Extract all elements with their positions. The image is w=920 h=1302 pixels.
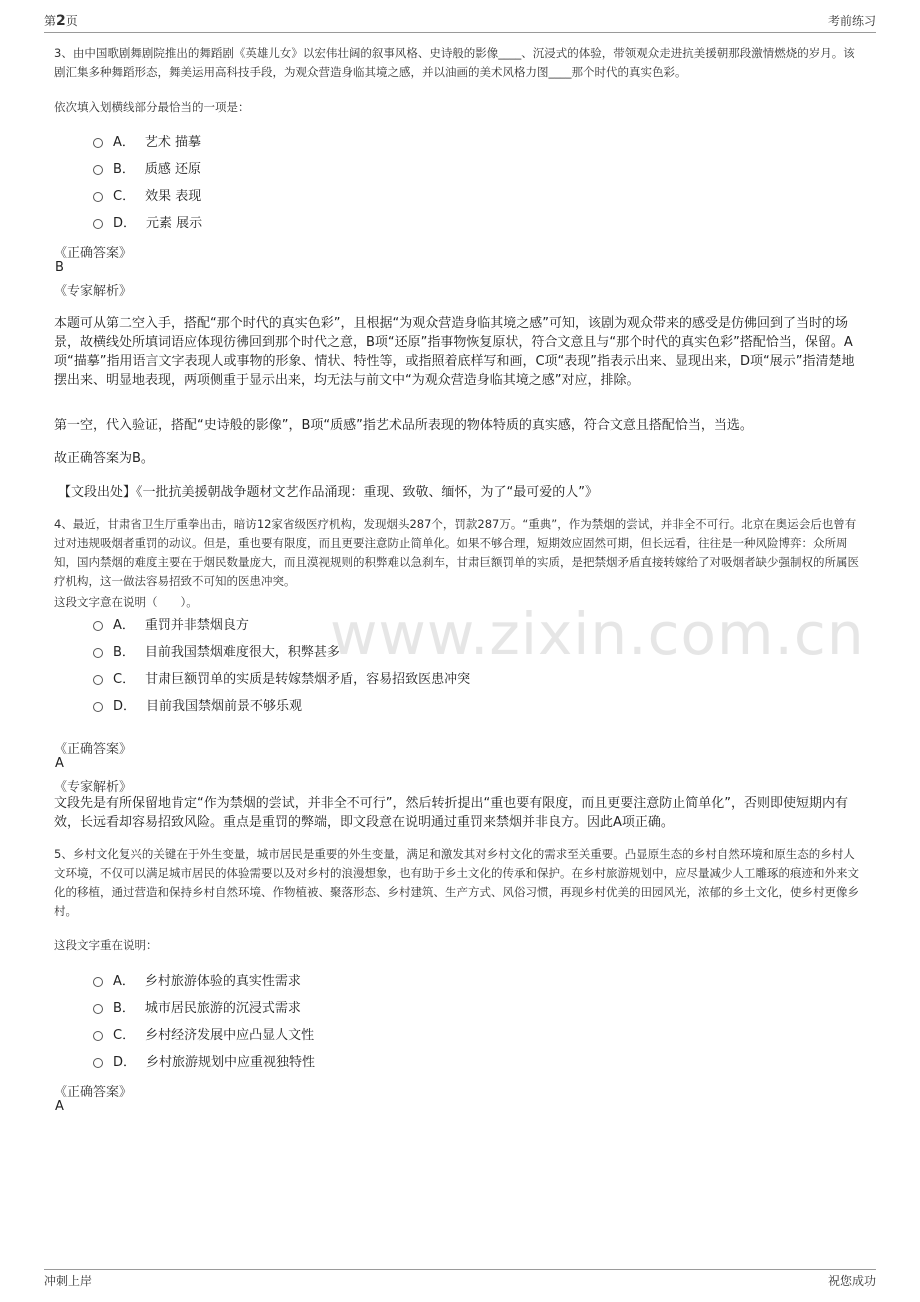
analysis-paragraph: 文段先是有所保留地肯定“作为禁烟的尝试，并非全不可行”，然后转折提出“重也要有限度，而且更要注意防止简单化”，否则即使短期内有效，长远看却容易招致风险。重点是重罚的弊端，即文段意在说明通过重罚来禁烟并非良方。因此A项正确。: [54, 796, 848, 830]
answer-value: A: [55, 756, 64, 771]
option-a[interactable]: A． 重罚并非禁烟良方: [93, 610, 470, 637]
option-b[interactable]: B． 城市居民旅游的沉浸式需求: [93, 993, 315, 1020]
option-c[interactable]: C． 甘肃巨额罚单的实质是转嫁禁烟矛盾，容易招致医患冲突: [93, 664, 470, 691]
option-c[interactable]: C． 乡村经济发展中应凸显人文性: [93, 1020, 315, 1047]
radio-icon[interactable]: [93, 1058, 103, 1068]
analysis-paragraph: 本题可从第二空入手，搭配“那个时代的真实色彩”，且根据“为观众营造身临其境之感”可知，该剧为观众带来的感受是仿佛回到了当时的场景，故横线处所填词语应体现彷彿回到那个时代之意，B项“还原”指事物恢复原状，符合文意且与“那个时代的真实色彩”搭配恰当，保留。A项“描摹”指用语言文字表现人或事物的形象、情状、特性等，或指照着底样写和画，C项“表现”指表示出来、显现出来，D项“展示”指清楚地摆出来、明显地表现，两项侧重于显示出来，均无法与前文中“为观众营造身临其境之感”对应，排除。: [54, 316, 855, 388]
option-c[interactable]: C． 效果 表现: [93, 181, 202, 208]
answer-value: B: [55, 260, 64, 275]
analysis-paragraph: 故正确答案为B。: [54, 451, 154, 466]
question-4-text: 4、最近，甘肃省卫生厅重拳出击，暗访12家省级医疗机构，发现烟头287个，罚款287万。“重典”，作为禁烟的尝试，并非全不可行。北京在奥运会后也曾有过对违规吸烟者重罚的动议。但是，重也要有限度，而且更要注意防止简单化。如果不够合理，短期效应固然可期，但长远看，往往是一种风险博弈：众所周知，国内禁烟的难度主要在于烟民数量庞大，而且漠视规则的积弊难以急刹车，甘肃巨额罚单的实质，是把禁烟矛盾直接转嫁给了对吸烟者缺少强制权的所属医疗机构，这一做法容易招致不可知的医患冲突。: [54, 517, 859, 588]
radio-icon[interactable]: [93, 138, 103, 148]
option-d[interactable]: D． 目前我国禁烟前景不够乐观: [93, 691, 470, 718]
page-footer: [44, 1269, 876, 1294]
radio-icon[interactable]: [93, 192, 103, 202]
option-b[interactable]: B． 质感 还原: [93, 154, 202, 181]
radio-icon[interactable]: [93, 977, 103, 987]
footer-right-text: 祝您成功: [827, 1274, 876, 1288]
header-title: 考前练习: [827, 14, 876, 28]
source-citation: 【文段出处】《一批抗美援朝战争题材文艺作品涌现：重现、致敬、缅怀，为了“最可爱的人”》: [58, 485, 598, 500]
analysis-label: 《专家解析》: [54, 284, 133, 299]
radio-icon[interactable]: [93, 621, 103, 631]
page-number: 第2页: [44, 13, 78, 29]
watermark: www.zixin.com.cn: [330, 600, 865, 668]
option-b[interactable]: B． 目前我国禁烟难度很大，积弊甚多: [93, 637, 470, 664]
radio-icon[interactable]: [93, 702, 103, 712]
footer-left-text: 冲刺上岸: [44, 1274, 93, 1288]
answer-label: 《正确答案》: [54, 1085, 133, 1100]
option-d[interactable]: D． 元素 展示: [93, 208, 202, 235]
question-3-options: [93, 127, 202, 235]
question-3-prompt: 依次填入划横线部分最恰当的一项是：: [54, 100, 250, 114]
question-5-text: 5、乡村文化复兴的关键在于外生变量，城市居民是重要的外生变量，满足和激发其对乡村文化的需求至关重要。凸显原生态的乡村自然环境和原生态的乡村人文环境，不仅可以满足城市居民的体验需要以及对乡村的浪漫想象，也有助于乡土文化的传承和保护。在乡村旅游规划中，应尽量减少人工雕琢的痕迹和外来文化的移植，通过营造和保持乡村自然环境、作物植被、聚落形态、乡村建筑、生产方式、风俗习惯，再现乡村优美的田园风光，浓郁的乡土文化，使乡村更像乡村。: [54, 847, 859, 918]
radio-icon[interactable]: [93, 1031, 103, 1041]
answer-label: 《正确答案》: [54, 246, 133, 261]
radio-icon[interactable]: [93, 648, 103, 658]
analysis-label: 《专家解析》: [54, 780, 133, 795]
question-3-text: 3、由中国歌剧舞剧院推出的舞蹈剧《英雄儿女》以宏伟壮阔的叙事风格、史诗般的影像____、沉浸式的体验，带领观众走进抗美援朝那段激情燃烧的岁月。该剧汇集多种舞蹈形态，舞美运用高科技手段，为观众营造身临其境之感，并以油画的美术风格力图____那个时代的真实色彩。: [54, 46, 855, 79]
question-5-prompt: 这段文字重在说明：: [54, 938, 158, 952]
radio-icon[interactable]: [93, 165, 103, 175]
question-4-prompt: 这段文字意在说明（ ）。: [54, 595, 198, 609]
option-d[interactable]: D． 乡村旅游规划中应重视独特性: [93, 1047, 315, 1074]
answer-value: A: [55, 1099, 64, 1114]
analysis-paragraph: 第一空，代入验证，搭配“史诗般的影像”，B项“质感”指艺术品所表现的物体特质的真实感，符合文意且搭配恰当，当选。: [54, 418, 753, 433]
radio-icon[interactable]: [93, 675, 103, 685]
radio-icon[interactable]: [93, 1004, 103, 1014]
question-4-options: [93, 610, 470, 718]
option-a[interactable]: A． 艺术 描摹: [93, 127, 202, 154]
page-header: [44, 12, 876, 33]
option-a[interactable]: A． 乡村旅游体验的真实性需求: [93, 966, 315, 993]
answer-label: 《正确答案》: [54, 742, 133, 757]
radio-icon[interactable]: [93, 219, 103, 229]
question-5-options: [93, 966, 315, 1074]
